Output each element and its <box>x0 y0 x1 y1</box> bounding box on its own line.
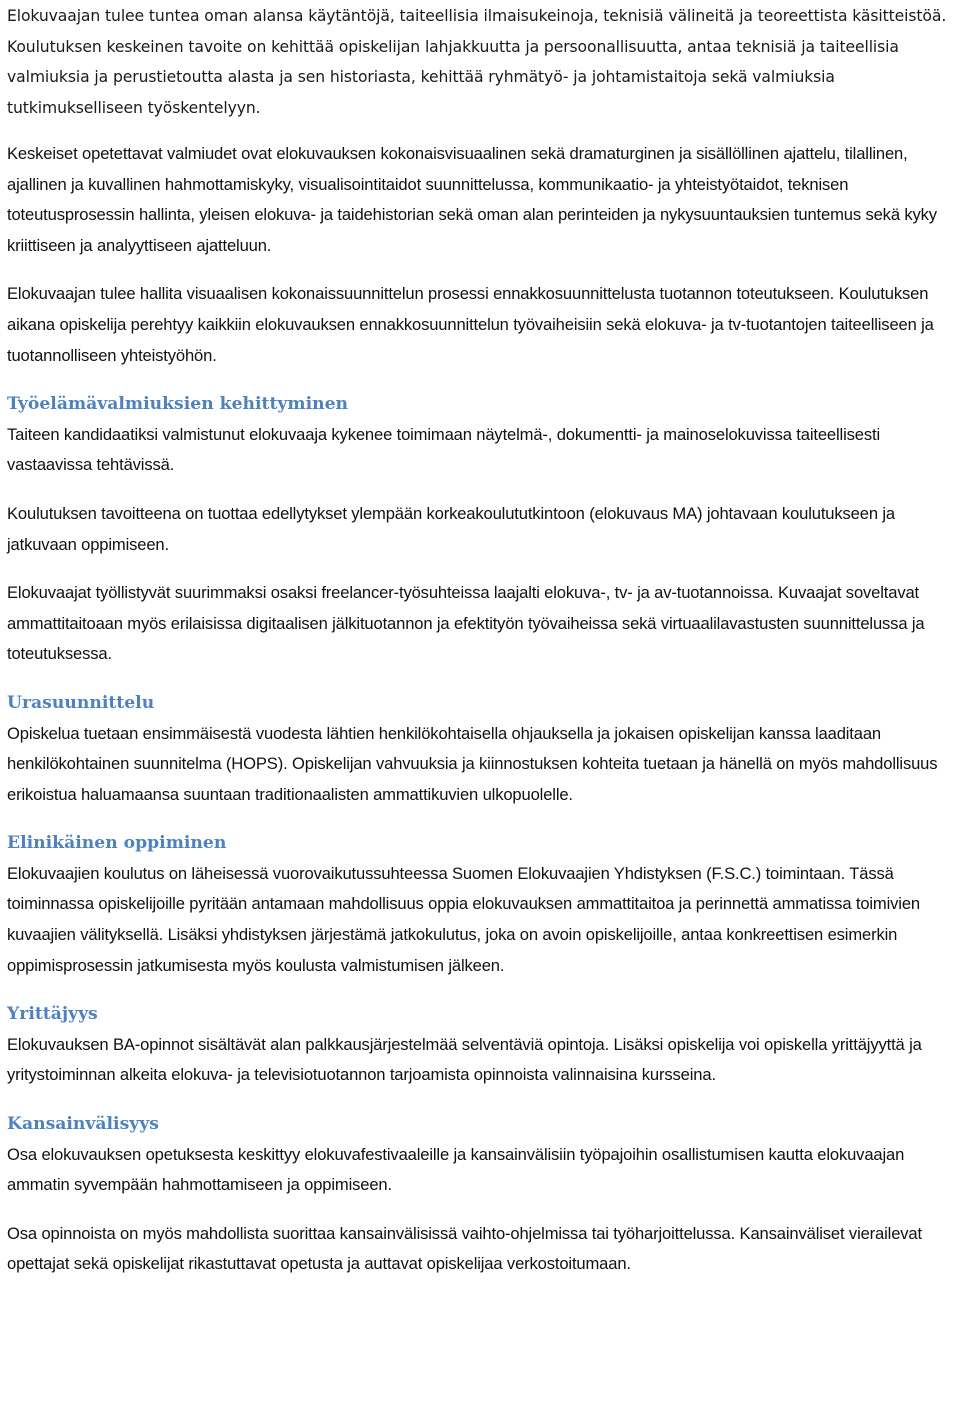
tyoelama-paragraph-3: Elokuvaajat työllistyvät suurimmaksi osaksi freelancer-työsuhteissa laajalti elokuva-, tv- ja av-tuotannoissa. Kuvaajat soveltavat ammattitaitoaan myös erilaisissa digitaalisen jälkituotannon ja efektityön työvaiheissa sekä virtuaalilavastusten suunnittelussa ja toteutuksessa. <box>7 583 925 664</box>
document-body <box>7 139 960 1298</box>
urasuunnittelu-paragraph: Opiskelua tuetaan ensimmäisestä vuodesta lähtien henkilökohtaisella ohjauksella ja jokaisen opiskelijan kanssa laaditaan henkilökohtainen suunnitelma (HOPS). Opiskelijan vahvuuksia ja kiinnostuksen kohteita tuetaan ja hänellä on myös mahdollisuus erikoistua haluamaansa suuntaan traditionaalisten ammattikuvien ulkopuolelle. <box>7 723 938 804</box>
yrittajyys-paragraph: Elokuvauksen BA-opinnot sisältävät alan palkkausjärjestelmää selventäviä opintoja. Lisäksi opiskelija voi opiskella yrittäjyyttä ja yritystoiminnan alkeita elokuva- ja televisiotuotannon tarjoamista opinnoista valinnaisina kursseina. <box>7 1034 922 1085</box>
competencies-paragraph: Keskeiset opetettavat valmiudet ovat elokuvauksen kokonaisvisuaalinen sekä dramaturginen ja sisällöllinen ajattelu, tilallinen, ajallinen ja kuvallinen hahmottamiskyky, visualisointitaidot suunnittelussa, kommunikaatio- ja yhteistyötaidot, teknisen toteutusprosessin hallinta, yleisen elokuva- ja taidehistorian sekä oman alan perinteiden ja nykysuuntauksien tuntemus sekä kyky kriittiseen ja analyyttiseen ajatteluun. <box>7 144 937 255</box>
intro-paragraph: Elokuvaajan tulee tuntea oman alansa käytäntöjä, taiteellisia ilmaisukeinoja, teknisiä välineitä ja teoreettista käsitteistöä. Koulutuksen keskeinen tavoite on kehittää opiskelijan lahjakkuutta ja persoonallisuutta, antaa teknisiä ja taiteellisia valmiuksia ja perustietoutta alasta ja sen historiasta, kehittää ryhmätyö- ja johtamistaitoja sekä valmiuksia tutkimukselliseen työskentelyyn. <box>7 7 947 117</box>
kansainvalisyys-paragraph-1: Osa elokuvauksen opetuksesta keskittyy elokuvafestivaaleille ja kansainvälisiin työpajoihin osallistumisen kautta elokuvaajan ammatin syvempään hahmottamiseen ja oppimiseen. <box>7 1144 905 1195</box>
section-heading-kansainvalisyys: Kansainvälisyys <box>7 1114 159 1135</box>
section-heading-urasuunnittelu: Urasuunnittelu <box>7 692 155 713</box>
elinikainen-paragraph: Elokuvaajien koulutus on läheisessä vuorovaikutussuhteessa Suomen Elokuvaajien Yhdistyksen (F.S.C.) toimintaan. Tässä toiminnassa opiskelijoille pyritään antamaan mahdollisuus oppia elokuvauksen ammattitaitoa ja perinnettä ammatissa toimivien kuvaajien välityksellä. Lisäksi yhdistyksen järjestämä jatkokulutus, joka on avoin opiskelijoille, antaa konkreettisen esimerkin oppimisprosessin jatkumisesta myös koulusta valmistumisen jälkeen. <box>7 863 920 975</box>
tyoelama-paragraph-2: Koulutuksen tavoitteena on tuottaa edellytykset ylempään korkeakoulututkintoon (elokuvaus MA) johtavaan koulutukseen ja jatkuvaan oppimiseen. <box>7 503 895 554</box>
tyoelama-paragraph-1: Taiteen kandidaatiksi valmistunut elokuvaaja kykenee toimimaan näytelmä-, dokumentti- ja mainoselokuvissa taiteellisesti vastaavissa tehtävissä. <box>7 424 880 475</box>
section-heading-tyoelama: Työelämävalmiuksien kehittyminen <box>7 394 349 415</box>
planning-paragraph: Elokuvaajan tulee hallita visuaalisen kokonaissuunnittelun prosessi ennakkosuunnittelusta tuotannon toteutukseen. Koulutuksen aikana opiskelija perehtyy kaikkiin elokuvauksen ennakkosuunnittelun työvaiheisiin sekä elokuva- ja tv-tuotantojen taiteelliseen ja tuotannolliseen yhteistyöhön. <box>7 284 934 365</box>
section-heading-elinikainen: Elinikäinen oppiminen <box>7 833 227 854</box>
kansainvalisyys-paragraph-2: Osa opinnoista on myös mahdollista suorittaa kansainvälisissä vaihto-ohjelmissa tai työharjoittelussa. Kansainväliset vierailevat opettajat sekä opiskelijat rikastuttavat opetusta ja auttavat opiskelijaa verkostoitumaan. <box>7 1223 922 1274</box>
section-heading-yrittajyys: Yrittäjyys <box>7 1004 98 1025</box>
